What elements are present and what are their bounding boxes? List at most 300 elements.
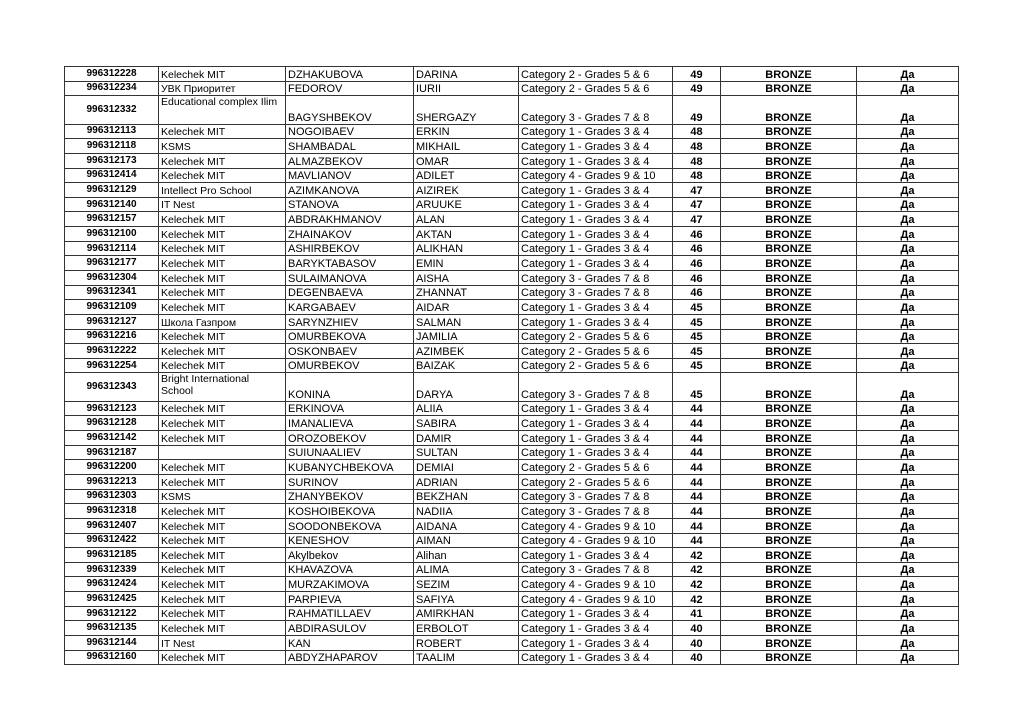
award: BRONZE [721, 592, 857, 607]
confirmed-flag: Да [857, 197, 959, 212]
last-name: OMURBEKOV [286, 358, 414, 373]
table-row [65, 285, 959, 300]
category: Category 3 - Grades 7 & 8 [519, 504, 673, 519]
participant-id: 996312343 [65, 373, 159, 401]
table-row [65, 96, 959, 124]
last-name: BARYKTABASOV [286, 256, 414, 271]
first-name: AIZIREK [414, 183, 519, 198]
first-name: JAMILIA [414, 329, 519, 344]
table-row [65, 518, 959, 533]
first-name: AISHA [414, 270, 519, 285]
last-name: ABDIRASULOV [286, 621, 414, 636]
confirmed-flag: Да [857, 241, 959, 256]
last-name: KHAVAZOVA [286, 562, 414, 577]
last-name: OROZOBEKOV [286, 431, 414, 446]
first-name: AKTAN [414, 227, 519, 242]
score: 42 [673, 562, 721, 577]
participant-id: 996312129 [65, 183, 159, 198]
award: BRONZE [721, 445, 857, 460]
confirmed-flag: Да [857, 474, 959, 489]
first-name: ADRIAN [414, 474, 519, 489]
last-name: OSKONBAEV [286, 344, 414, 359]
school-name: Kelechek MIT [159, 344, 286, 359]
school-name: Kelechek MIT [159, 401, 286, 416]
last-name: KOSHOIBEKOVA [286, 504, 414, 519]
table-row [65, 460, 959, 475]
school-name: Kelechek MIT [159, 270, 286, 285]
participant-id: 996312414 [65, 168, 159, 183]
category: Category 3 - Grades 7 & 8 [519, 562, 673, 577]
award: BRONZE [721, 650, 857, 665]
first-name: AZIMBEK [414, 344, 519, 359]
first-name: DARINA [414, 67, 519, 82]
participant-id: 996312341 [65, 285, 159, 300]
first-name: SHERGAZY [414, 96, 519, 124]
score: 48 [673, 139, 721, 154]
table-row [65, 474, 959, 489]
first-name: ARUUKE [414, 197, 519, 212]
table-row [65, 153, 959, 168]
first-name: ALIIA [414, 401, 519, 416]
score: 45 [673, 373, 721, 401]
score: 47 [673, 212, 721, 227]
category: Category 1 - Grades 3 & 4 [519, 650, 673, 665]
score: 44 [673, 474, 721, 489]
school-name: Kelechek MIT [159, 606, 286, 621]
first-name: ALIMA [414, 562, 519, 577]
category: Category 1 - Grades 3 & 4 [519, 256, 673, 271]
school-name: Kelechek MIT [159, 562, 286, 577]
score: 45 [673, 300, 721, 315]
first-name: ALAN [414, 212, 519, 227]
confirmed-flag: Да [857, 401, 959, 416]
confirmed-flag: Да [857, 227, 959, 242]
award: BRONZE [721, 401, 857, 416]
first-name: BEKZHAN [414, 489, 519, 504]
participant-id: 996312114 [65, 241, 159, 256]
category: Category 1 - Grades 3 & 4 [519, 606, 673, 621]
school-name: Kelechek MIT [159, 460, 286, 475]
school-name: Kelechek MIT [159, 518, 286, 533]
participant-id: 996312135 [65, 621, 159, 636]
score: 45 [673, 358, 721, 373]
last-name: DZHAKUBOVA [286, 67, 414, 82]
participant-id: 996312339 [65, 562, 159, 577]
confirmed-flag: Да [857, 270, 959, 285]
score: 44 [673, 445, 721, 460]
award: BRONZE [721, 329, 857, 344]
confirmed-flag: Да [857, 373, 959, 401]
award: BRONZE [721, 636, 857, 651]
confirmed-flag: Да [857, 504, 959, 519]
category: Category 3 - Grades 7 & 8 [519, 373, 673, 401]
participant-id: 996312213 [65, 474, 159, 489]
participant-id: 996312234 [65, 81, 159, 96]
category: Category 1 - Grades 3 & 4 [519, 621, 673, 636]
category: Category 1 - Grades 3 & 4 [519, 227, 673, 242]
confirmed-flag: Да [857, 212, 959, 227]
last-name: Akylbekov [286, 548, 414, 563]
table-row [65, 592, 959, 607]
score: 44 [673, 416, 721, 431]
school-name: Kelechek MIT [159, 329, 286, 344]
category: Category 2 - Grades 5 & 6 [519, 81, 673, 96]
participant-id: 996312140 [65, 197, 159, 212]
first-name: NADIIA [414, 504, 519, 519]
table-row [65, 636, 959, 651]
participant-id: 996312332 [65, 96, 159, 124]
first-name: ALIKHAN [414, 241, 519, 256]
school-name: Kelechek MIT [159, 241, 286, 256]
first-name: Alihan [414, 548, 519, 563]
participant-id: 996312187 [65, 445, 159, 460]
confirmed-flag: Да [857, 460, 959, 475]
score: 48 [673, 124, 721, 139]
first-name: EMIN [414, 256, 519, 271]
participant-id: 996312425 [65, 592, 159, 607]
last-name: FEDOROV [286, 81, 414, 96]
table-row [65, 489, 959, 504]
table-row [65, 445, 959, 460]
award: BRONZE [721, 548, 857, 563]
last-name: SULAIMANOVA [286, 270, 414, 285]
confirmed-flag: Да [857, 431, 959, 446]
last-name: ERKINOVA [286, 401, 414, 416]
participant-id: 996312185 [65, 548, 159, 563]
award: BRONZE [721, 314, 857, 329]
score: 45 [673, 329, 721, 344]
first-name: OMAR [414, 153, 519, 168]
table-row [65, 358, 959, 373]
table-row [65, 621, 959, 636]
participant-id: 996312303 [65, 489, 159, 504]
participant-id: 996312222 [65, 344, 159, 359]
first-name: ROBERT [414, 636, 519, 651]
participant-id: 996312407 [65, 518, 159, 533]
school-name: KSMS [159, 139, 286, 154]
confirmed-flag: Да [857, 416, 959, 431]
category: Category 1 - Grades 3 & 4 [519, 197, 673, 212]
award: BRONZE [721, 460, 857, 475]
confirmed-flag: Да [857, 636, 959, 651]
table-row [65, 168, 959, 183]
school-name: Kelechek MIT [159, 416, 286, 431]
school-name [159, 445, 286, 460]
award: BRONZE [721, 562, 857, 577]
first-name: SALMAN [414, 314, 519, 329]
first-name: AIDAR [414, 300, 519, 315]
score: 44 [673, 504, 721, 519]
school-name: IT Nest [159, 197, 286, 212]
category: Category 2 - Grades 5 & 6 [519, 460, 673, 475]
award: BRONZE [721, 256, 857, 271]
last-name: SOODONBEKOVA [286, 518, 414, 533]
category: Category 3 - Grades 7 & 8 [519, 96, 673, 124]
award: BRONZE [721, 241, 857, 256]
first-name: SABIRA [414, 416, 519, 431]
category: Category 1 - Grades 3 & 4 [519, 139, 673, 154]
score: 40 [673, 650, 721, 665]
school-name: Kelechek MIT [159, 592, 286, 607]
participant-id: 996312127 [65, 314, 159, 329]
score: 46 [673, 227, 721, 242]
confirmed-flag: Да [857, 577, 959, 592]
last-name: ZHANYBEKOV [286, 489, 414, 504]
confirmed-flag: Да [857, 81, 959, 96]
category: Category 1 - Grades 3 & 4 [519, 314, 673, 329]
score: 48 [673, 168, 721, 183]
confirmed-flag: Да [857, 592, 959, 607]
award: BRONZE [721, 533, 857, 548]
last-name: MAVLIANOV [286, 168, 414, 183]
table-row [65, 212, 959, 227]
confirmed-flag: Да [857, 606, 959, 621]
category: Category 1 - Grades 3 & 4 [519, 212, 673, 227]
confirmed-flag: Да [857, 183, 959, 198]
table-row [65, 416, 959, 431]
category: Category 1 - Grades 3 & 4 [519, 636, 673, 651]
score: 44 [673, 401, 721, 416]
last-name: RAHMATILLAEV [286, 606, 414, 621]
score: 44 [673, 489, 721, 504]
award: BRONZE [721, 577, 857, 592]
first-name: BAIZAK [414, 358, 519, 373]
school-name: Kelechek MIT [159, 256, 286, 271]
school-name: Kelechek MIT [159, 577, 286, 592]
last-name: ALMAZBEKOV [286, 153, 414, 168]
confirmed-flag: Да [857, 489, 959, 504]
table-row [65, 431, 959, 446]
confirmed-flag: Да [857, 344, 959, 359]
category: Category 4 - Grades 9 & 10 [519, 518, 673, 533]
last-name: OMURBEKOVA [286, 329, 414, 344]
category: Category 1 - Grades 3 & 4 [519, 445, 673, 460]
table-row [65, 548, 959, 563]
school-name: Kelechek MIT [159, 533, 286, 548]
last-name: SARYNZHIEV [286, 314, 414, 329]
results-table-body [65, 67, 959, 665]
award: BRONZE [721, 344, 857, 359]
school-name: Educational complex Ilim [159, 96, 286, 124]
table-row [65, 533, 959, 548]
participant-id: 996312177 [65, 256, 159, 271]
score: 49 [673, 67, 721, 82]
school-name: Школа Газпром [159, 314, 286, 329]
last-name: ABDRAKHMANOV [286, 212, 414, 227]
category: Category 1 - Grades 3 & 4 [519, 300, 673, 315]
table-row [65, 227, 959, 242]
school-name: Kelechek MIT [159, 124, 286, 139]
score: 45 [673, 344, 721, 359]
confirmed-flag: Да [857, 256, 959, 271]
last-name: SUIUNAALIEV [286, 445, 414, 460]
confirmed-flag: Да [857, 445, 959, 460]
award: BRONZE [721, 67, 857, 82]
category: Category 1 - Grades 3 & 4 [519, 241, 673, 256]
confirmed-flag: Да [857, 139, 959, 154]
confirmed-flag: Да [857, 533, 959, 548]
first-name: DAMIR [414, 431, 519, 446]
last-name: KONINA [286, 373, 414, 401]
score: 48 [673, 153, 721, 168]
score: 44 [673, 460, 721, 475]
confirmed-flag: Да [857, 562, 959, 577]
first-name: TAALIM [414, 650, 519, 665]
confirmed-flag: Да [857, 358, 959, 373]
category: Category 1 - Grades 3 & 4 [519, 153, 673, 168]
last-name: BAGYSHBEKOV [286, 96, 414, 124]
table-row [65, 577, 959, 592]
participant-id: 996312304 [65, 270, 159, 285]
confirmed-flag: Да [857, 124, 959, 139]
last-name: PARPIEVA [286, 592, 414, 607]
score: 44 [673, 518, 721, 533]
table-row [65, 139, 959, 154]
first-name: IURII [414, 81, 519, 96]
award: BRONZE [721, 183, 857, 198]
participant-id: 996312422 [65, 533, 159, 548]
school-name: Intellect Pro School [159, 183, 286, 198]
table-row [65, 241, 959, 256]
participant-id: 996312142 [65, 431, 159, 446]
table-row [65, 270, 959, 285]
category: Category 2 - Grades 5 & 6 [519, 344, 673, 359]
confirmed-flag: Да [857, 300, 959, 315]
first-name: AMIRKHAN [414, 606, 519, 621]
participant-id: 996312100 [65, 227, 159, 242]
participant-id: 996312144 [65, 636, 159, 651]
school-name: IT Nest [159, 636, 286, 651]
award: BRONZE [721, 197, 857, 212]
table-row [65, 650, 959, 665]
last-name: ZHAINAKOV [286, 227, 414, 242]
last-name: KENESHOV [286, 533, 414, 548]
participant-id: 996312113 [65, 124, 159, 139]
score: 47 [673, 183, 721, 198]
first-name: ADILET [414, 168, 519, 183]
first-name: ZHANNAT [414, 285, 519, 300]
school-name: Kelechek MIT [159, 474, 286, 489]
school-name: Kelechek MIT [159, 227, 286, 242]
table-row [65, 329, 959, 344]
confirmed-flag: Да [857, 548, 959, 563]
school-name: Kelechek MIT [159, 548, 286, 563]
last-name: STANOVA [286, 197, 414, 212]
category: Category 4 - Grades 9 & 10 [519, 168, 673, 183]
award: BRONZE [721, 416, 857, 431]
table-row [65, 183, 959, 198]
participant-id: 996312118 [65, 139, 159, 154]
award: BRONZE [721, 124, 857, 139]
confirmed-flag: Да [857, 168, 959, 183]
first-name: SULTAN [414, 445, 519, 460]
school-name: Kelechek MIT [159, 621, 286, 636]
confirmed-flag: Да [857, 96, 959, 124]
award: BRONZE [721, 431, 857, 446]
last-name: KAN [286, 636, 414, 651]
confirmed-flag: Да [857, 518, 959, 533]
participant-id: 996312318 [65, 504, 159, 519]
score: 40 [673, 636, 721, 651]
participant-id: 996312216 [65, 329, 159, 344]
score: 42 [673, 592, 721, 607]
last-name: SURINOV [286, 474, 414, 489]
table-row [65, 300, 959, 315]
category: Category 1 - Grades 3 & 4 [519, 124, 673, 139]
confirmed-flag: Да [857, 621, 959, 636]
table-row [65, 606, 959, 621]
results-table [64, 66, 959, 665]
school-name: Kelechek MIT [159, 285, 286, 300]
school-name: Kelechek MIT [159, 650, 286, 665]
award: BRONZE [721, 373, 857, 401]
score: 46 [673, 241, 721, 256]
score: 47 [673, 197, 721, 212]
category: Category 3 - Grades 7 & 8 [519, 489, 673, 504]
score: 46 [673, 270, 721, 285]
table-row [65, 124, 959, 139]
score: 46 [673, 285, 721, 300]
first-name: SEZIM [414, 577, 519, 592]
first-name: AIMAN [414, 533, 519, 548]
score: 45 [673, 314, 721, 329]
last-name: KUBANYCHBEKOVA [286, 460, 414, 475]
last-name: IMANALIEVA [286, 416, 414, 431]
confirmed-flag: Да [857, 314, 959, 329]
participant-id: 996312123 [65, 401, 159, 416]
category: Category 3 - Grades 7 & 8 [519, 270, 673, 285]
participant-id: 996312173 [65, 153, 159, 168]
first-name: ERKIN [414, 124, 519, 139]
school-name: Kelechek MIT [159, 212, 286, 227]
table-row [65, 373, 959, 401]
score: 41 [673, 606, 721, 621]
school-name: Kelechek MIT [159, 431, 286, 446]
category: Category 1 - Grades 3 & 4 [519, 548, 673, 563]
school-name: УВК Приоритет [159, 81, 286, 96]
score: 40 [673, 621, 721, 636]
award: BRONZE [721, 606, 857, 621]
school-name: Kelechek MIT [159, 358, 286, 373]
participant-id: 996312200 [65, 460, 159, 475]
category: Category 2 - Grades 5 & 6 [519, 358, 673, 373]
award: BRONZE [721, 621, 857, 636]
table-row [65, 197, 959, 212]
award: BRONZE [721, 474, 857, 489]
confirmed-flag: Да [857, 67, 959, 82]
award: BRONZE [721, 153, 857, 168]
first-name: ERBOLOT [414, 621, 519, 636]
school-name: Kelechek MIT [159, 153, 286, 168]
table-row [65, 344, 959, 359]
score: 49 [673, 81, 721, 96]
score: 42 [673, 577, 721, 592]
last-name: KARGABAEV [286, 300, 414, 315]
last-name: ABDYZHAPAROV [286, 650, 414, 665]
award: BRONZE [721, 300, 857, 315]
award: BRONZE [721, 168, 857, 183]
school-name: Kelechek MIT [159, 504, 286, 519]
award: BRONZE [721, 504, 857, 519]
table-row [65, 67, 959, 82]
participant-id: 996312122 [65, 606, 159, 621]
table-row [65, 562, 959, 577]
category: Category 2 - Grades 5 & 6 [519, 474, 673, 489]
award: BRONZE [721, 518, 857, 533]
award: BRONZE [721, 81, 857, 96]
participant-id: 996312157 [65, 212, 159, 227]
score: 49 [673, 96, 721, 124]
